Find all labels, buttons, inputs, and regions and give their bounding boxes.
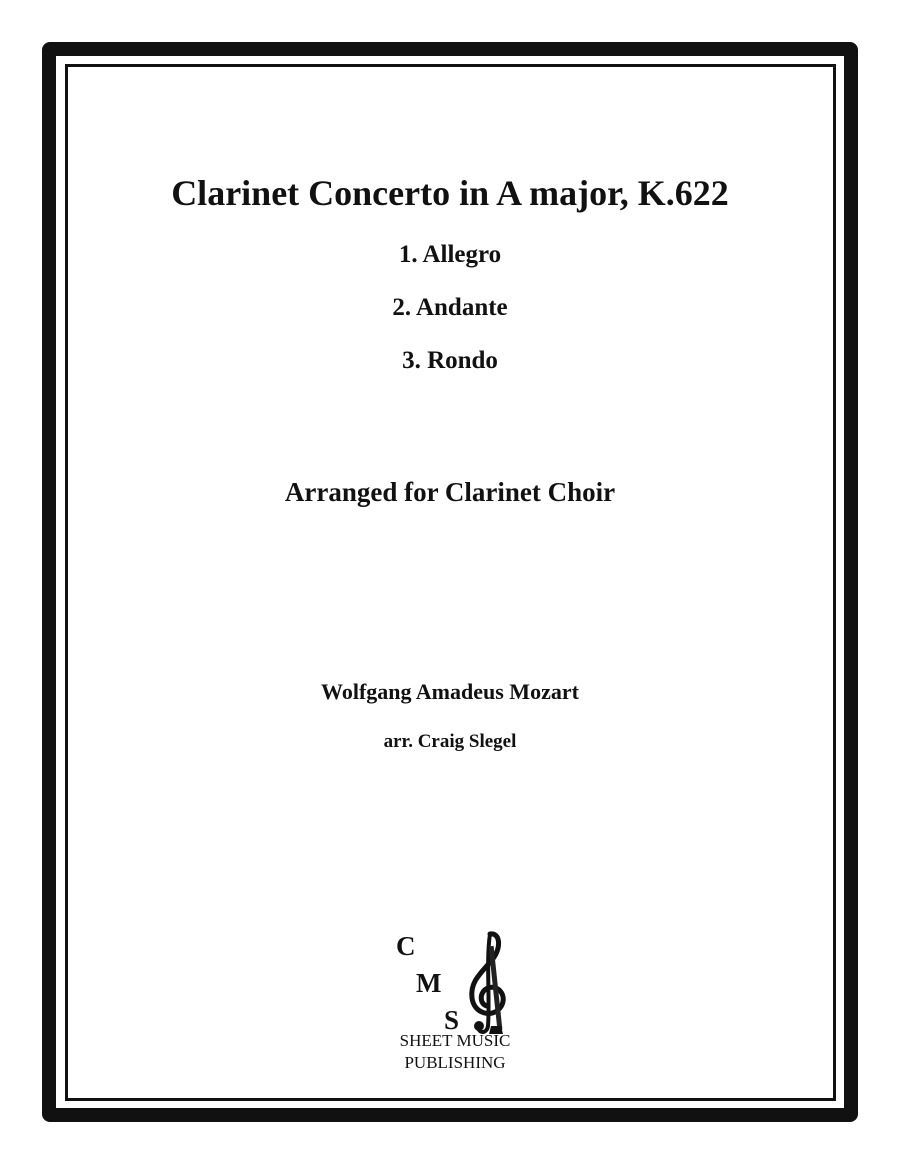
publisher-logo: [380, 925, 530, 1080]
arranger: arr. Craig Slegel: [383, 731, 517, 752]
movement-3: 3. Rondo: [402, 347, 498, 374]
page-title: Clarinet Concerto in A major, K.622: [171, 173, 729, 213]
logo-sheet-music: SHEET MUSIC: [399, 1031, 511, 1050]
logo-letter-c: C: [396, 931, 416, 961]
movement-2: 2. Andante: [392, 294, 508, 321]
arrangement-note: Arranged for Clarinet Choir: [284, 477, 616, 507]
logo-publishing: PUBLISHING: [404, 1053, 506, 1072]
logo-letter-s: S: [444, 1005, 460, 1035]
treble-clef-clarinet-icon: [466, 930, 510, 1038]
composer: Wolfgang Amadeus Mozart: [321, 679, 579, 704]
logo-letter-m: M: [416, 968, 442, 998]
movement-1: 1. Allegro: [398, 241, 502, 268]
